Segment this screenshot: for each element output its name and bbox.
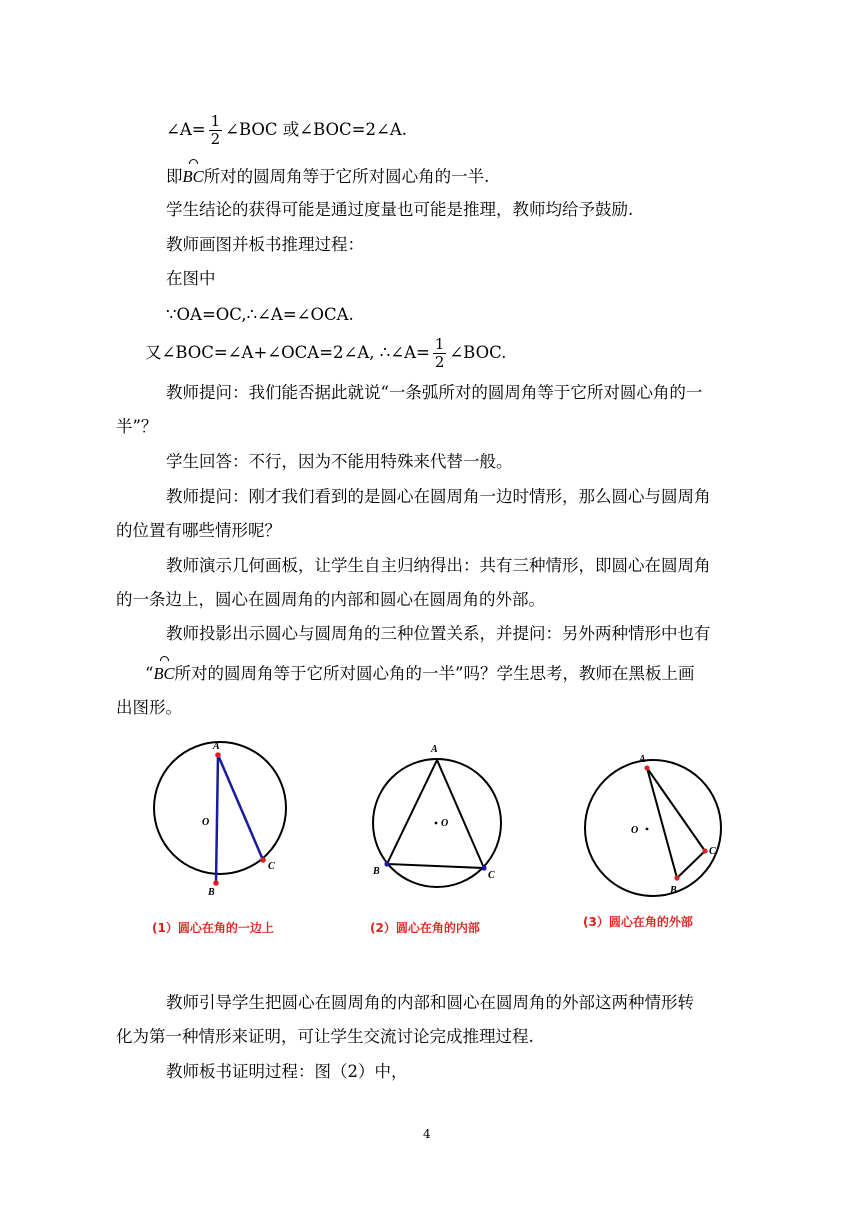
figure-3-caption: (3）圆心在角的外部	[583, 915, 693, 929]
point-c	[702, 848, 707, 853]
fraction-numerator: 1	[210, 112, 221, 130]
text: “	[145, 664, 154, 683]
label-b: B	[208, 887, 215, 898]
point-b	[384, 861, 389, 866]
figure-1-caption: (1）圆心在角的一边上	[152, 921, 274, 935]
paragraph-line: 出图形。	[116, 698, 182, 717]
point-a	[644, 765, 649, 770]
paragraph-line: 教师引导学生把圆心在圆周角的内部和圆心在圆周角的外部这两种情形转	[166, 993, 694, 1012]
text: ∠BOC.	[449, 343, 507, 362]
fraction-denominator: 2	[434, 353, 445, 371]
formula-line-2	[145, 336, 506, 371]
chord-ab	[647, 768, 677, 878]
text: 又∠BOC=∠A+∠OCA=2∠A, ∴∠A=	[145, 343, 430, 362]
chord-ac	[647, 768, 705, 851]
label-o: O	[202, 817, 210, 828]
label-a: A	[213, 741, 220, 752]
label-c: C	[709, 846, 716, 857]
label-a: A	[639, 754, 646, 765]
chord-ac	[218, 755, 263, 860]
chord-ab	[216, 755, 218, 883]
text: 所对的圆周角等于它所对圆心角的一半”吗？学生思考，教师在黑板上画	[174, 664, 695, 683]
paragraph-line: 教师画图并板书推理过程：	[166, 235, 364, 254]
chord-bc	[677, 851, 705, 878]
fraction-numerator: 1	[434, 335, 445, 353]
label-b: B	[373, 866, 380, 877]
paragraph-line: 学生回答：不行，因为不能用特殊来代替一般。	[166, 452, 513, 471]
paragraph-line: 教师演示几何画板，让学生自主归纳得出：共有三种情形，即圆心在圆周角	[166, 556, 711, 575]
fraction-half	[209, 113, 223, 148]
paragraph-line: 学生结论的获得可能是通过度量也可能是推理，教师均给予鼓励.	[166, 200, 634, 219]
point-c	[481, 865, 486, 870]
paragraph-line: 的位置有哪些情形呢？	[116, 521, 281, 540]
formula-line-1	[166, 113, 407, 148]
fraction-half	[433, 336, 447, 371]
page-number: 4	[423, 1127, 431, 1141]
figure-3-diagram	[570, 730, 740, 900]
paragraph-line	[145, 663, 694, 685]
text: 即	[166, 167, 183, 186]
arc-bc: BC	[182, 167, 204, 186]
text: ∠A=	[166, 120, 206, 139]
paragraph-line: 半”？	[116, 417, 158, 436]
label-c: C	[488, 870, 495, 881]
paragraph-line: 的一条边上，圆心在圆周角的内部和圆心在圆周角的外部。	[116, 590, 545, 609]
text: ∠BOC 或∠BOC=2∠A.	[225, 120, 407, 139]
label-a: A	[431, 744, 438, 755]
point-b	[674, 875, 679, 880]
triangle-abc	[387, 760, 484, 868]
label-c: C	[268, 861, 275, 872]
paragraph-line: 教师提问：刚才我们看到的是圆心在圆周角一边时情形，那么圆心与圆周角	[166, 487, 711, 506]
paragraph-line: 教师板书证明过程：图（2）中，	[166, 1062, 408, 1081]
arc-bc: BC	[153, 664, 175, 683]
paragraph-line	[166, 166, 489, 188]
paragraph-line: 教师投影出示圆心与圆周角的三种位置关系，并提问：另外两种情形中也有	[166, 624, 711, 643]
label-o: O	[441, 818, 449, 829]
circle	[585, 760, 721, 896]
center-o	[646, 828, 649, 831]
figure-2-caption: (2）圆心在角的内部	[370, 921, 480, 935]
text: 所对的圆周角等于它所对圆心角的一半.	[203, 167, 490, 186]
paragraph-line: ∵OA=OC,∴∠A=∠OCA.	[166, 305, 354, 324]
point-c	[260, 857, 266, 863]
label-o: O	[631, 825, 639, 836]
fraction-denominator: 2	[210, 130, 221, 148]
paragraph-line: 化为第一种情形来证明，可让学生交流讨论完成推理过程.	[116, 1027, 534, 1046]
paragraph-line: 教师提问：我们能否据此就说“一条弧所对的圆周角等于它所对圆心角的一	[166, 383, 703, 402]
point-b	[213, 880, 219, 886]
point-a	[215, 752, 221, 758]
label-b: B	[670, 885, 677, 896]
center-o	[435, 822, 438, 825]
figure-2-diagram	[360, 730, 520, 900]
figure-1-diagram	[140, 730, 310, 900]
paragraph-line: 在图中	[166, 269, 216, 288]
